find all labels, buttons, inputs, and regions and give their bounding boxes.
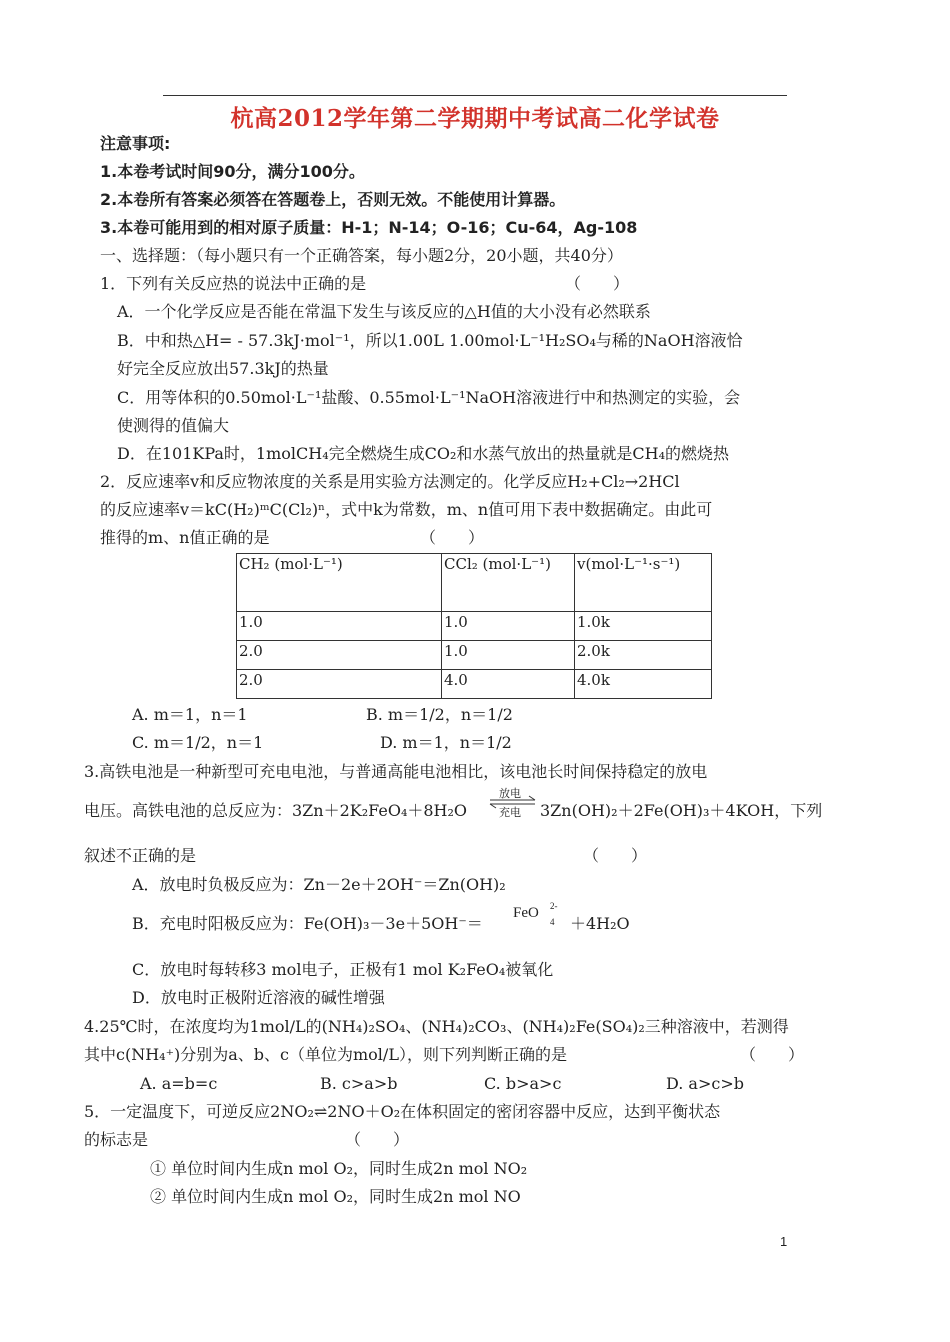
table-cell: 2.0 [237,641,442,670]
table-cell: 1.0 [237,612,442,641]
option-b: B. m＝1/2，n＝1/2 [366,705,513,724]
answer-paren: （ ） [740,1045,805,1064]
question-stem: 1．下列有关反应热的说法中正确的是 [100,274,367,293]
option-d: D．在101KPa时，1molCH₄完全燃烧生成CO₂和水蒸气放出的热量就是CH₄的燃烧热 [117,444,730,463]
table-cell: 1.0 [442,612,575,641]
question-stem: 的反应速率v＝kC(H₂)ᵐC(Cl₂)ⁿ，式中k为常数，m、n值可用下表中数据确定。由此可 [100,500,713,519]
notice-item: 1.本卷考试时间90分，满分100分。 [100,162,365,181]
question-stem: 2．反应速率v和反应物浓度的关系是用实验方法测定的。化学反应H₂+Cl₂→2HCl [100,472,680,491]
question-stem: 4.25℃时，在浓度均为1mol/L的(NH₄)₂SO₄、(NH₄)₂CO₃、(NH₄)₂Fe(SO₄)₂三种溶液中，若测得 [84,1017,789,1036]
table-header: v(mol·L⁻¹·s⁻¹) [575,554,712,612]
arrow-label-charge: 充电 [499,806,521,819]
table-header: CH₂ (mol·L⁻¹) [237,554,442,612]
answer-paren: （ ） [420,528,485,547]
notice-item: 2.本卷所有答案必须答在答题卷上，否则无效。不能使用计算器。 [100,190,566,209]
option-b: B．中和热△H= - 57.3kJ·mol⁻¹，所以1.00L 1.00mol·L⁻¹H₂SO₄与稀的NaOH溶液恰 [117,331,743,350]
question-stem: 推得的m、n值正确的是 [100,528,270,547]
option-c: C. m＝1/2，n＝1 [132,733,264,752]
question-stem: 5．一定温度下，可逆反应2NO₂⇌2NO＋O₂在体积固定的密闭容器中反应，达到平衡状态 [84,1102,721,1121]
table-header-row [237,554,712,612]
rate-table [236,553,712,699]
answer-paren: （ ） [583,846,648,865]
answer-paren: （ ） [345,1130,410,1149]
option-c: C. b>a>c [484,1074,562,1093]
option-a: A．放电时负极反应为：Zn－2e＋2OH⁻＝Zn(OH)₂ [132,875,506,894]
option-c: C．放电时每转移3 mol电子，正极有1 mol K₂FeO₄被氧化 [132,960,554,979]
option-d: D．放电时正极附近溶液的碱性增强 [132,988,385,1007]
notice-item: 3.本卷可能用到的相对原子质量：H-1；N-14；O-16；Cu-64，Ag-108 [100,218,638,237]
list-item: ① 单位时间内生成n mol O₂，同时生成2n mol NO₂ [150,1159,528,1178]
table-cell: 4.0k [575,670,712,699]
option-a: A. m＝1，n＝1 [132,705,248,724]
table-row [237,641,712,670]
option-b-cont: ＋4H₂O [570,914,630,933]
table-header: CCl₂ (mol·L⁻¹) [442,554,575,612]
option-c-cont: 使测得的值偏大 [117,416,230,435]
option-b: B. c>a>b [320,1074,398,1093]
option-b: B．充电时阳极反应为：Fe(OH)₃－3e＋5OH⁻＝ [132,914,483,933]
table-cell: 4.0 [442,670,575,699]
page-title: 杭高2012学年第二学期期中考试高二化学试卷 [230,105,720,132]
page-number: 1 [780,1234,788,1249]
header-rule [163,95,787,96]
reversible-arrow [487,785,539,819]
question-stem: 叙述不正确的是 [84,846,197,865]
option-a: A．一个化学反应是否能在常温下发生与该反应的△H值的大小没有必然联系 [117,302,651,321]
arrow-label-discharge: 放电 [499,787,521,800]
notice-heading: 注意事项: [100,134,171,153]
section-heading: 一、选择题：（每小题只有一个正确答案，每小题2分，20小题，共40分） [100,246,623,265]
option-b-cont: 好完全反应放出57.3kJ的热量 [117,359,329,378]
table-cell: 2.0 [237,670,442,699]
table-row [237,670,712,699]
question-stem: 3Zn(OH)₂＋2Fe(OH)₃＋4KOH，下列 [540,801,823,820]
table-cell: 1.0 [442,641,575,670]
question-stem: 的标志是 [84,1130,149,1149]
option-d: D. a>c>b [666,1074,744,1093]
question-stem: 电压。高铁电池的总反应为：3Zn＋2K₂FeO₄＋8H₂O [84,801,468,820]
table-cell: 1.0k [575,612,712,641]
list-item: ② 单位时间内生成n mol O₂，同时生成2n mol NO [150,1187,521,1206]
question-stem: 3.高铁电池是一种新型可充电电池，与普通高能电池相比，该电池长时间保持稳定的放电 [84,762,708,781]
table-cell: 2.0k [575,641,712,670]
answer-paren: （ ） [565,274,630,293]
option-c: C．用等体积的0.50mol·L⁻¹盐酸、0.55mol·L⁻¹NaOH溶液进行中和热测定的实验，会 [117,388,741,407]
option-a: A. a=b=c [140,1074,218,1093]
table-row [237,612,712,641]
option-d: D. m＝1，n＝1/2 [380,733,512,752]
question-stem: 其中c(NH₄⁺)分别为a、b、c（单位为mol/L），则下列判断正确的是 [84,1045,567,1064]
ferrate-ion-formula: FeO 2- 4 [513,901,558,927]
